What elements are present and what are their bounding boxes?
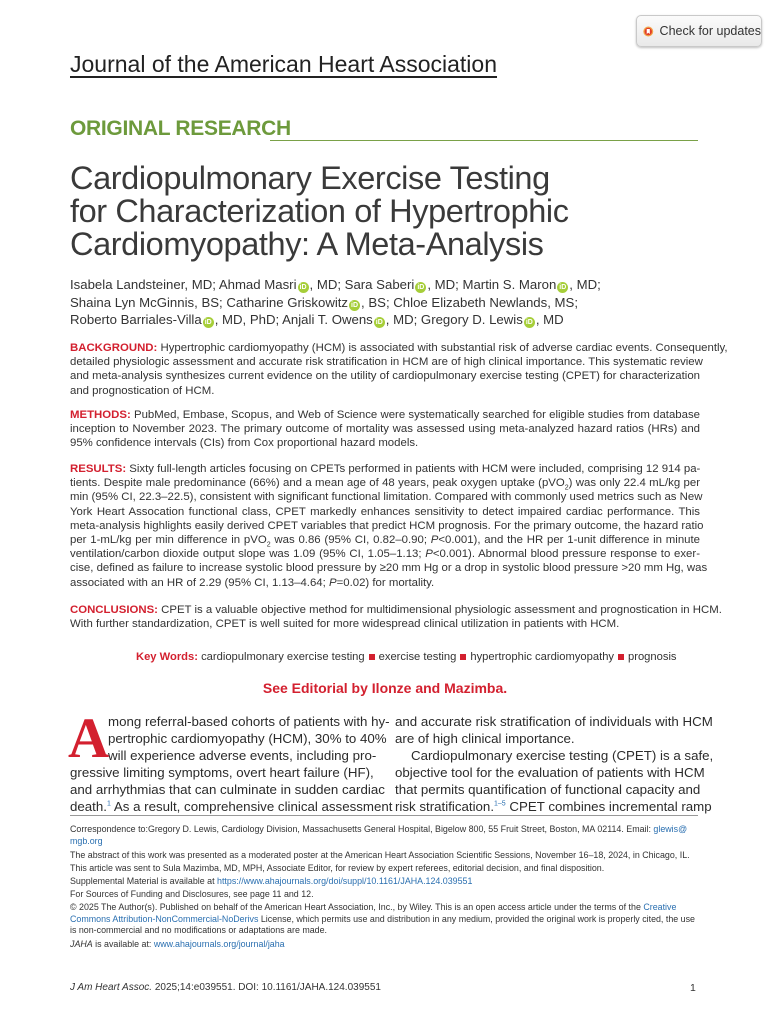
correspondence-note: Correspondence to:Gregory D. Lewis, Cardiology Division, Massachusetts General Hospital, Bigelow 800, 55 Fruit Street, Boston, MA 02114. Email: glewis@ mgb.org (70, 824, 700, 847)
funding-note: For Sources of Funding and Disclosures, see page 11 and 12. (70, 889, 314, 899)
background-heading: BACKGROUND: (70, 342, 158, 354)
bullet-square-icon (460, 654, 466, 660)
page-number: 1 (690, 982, 696, 994)
title-line: Cardiomyopathy: A Meta-Analysis (70, 226, 544, 262)
author-line: Isabela Landsteiner, MD; Ahmad Masri iD , MD; Sara Saberi iD , MD; Martin S. Maron iD , MD; (70, 277, 601, 292)
section-rule (270, 140, 698, 141)
bookmark-badge-icon (643, 23, 654, 40)
author-line: Roberto Barriales-Villa iD , MD, PhD; Anjali T. Owens iD , MD; Gregory D. Lewis iD , MD (70, 312, 564, 328)
bullet-square-icon (618, 654, 624, 660)
results-heading: RESULTS: (70, 463, 127, 475)
author-list (70, 276, 730, 329)
abstract-presentation-note: The abstract of this work was presented as a moderated poster at the American Heart Association Scientific Sessions, November 16–18, 2024, in Chicago, IL. (70, 850, 690, 860)
keyword: exercise testing (378, 651, 457, 663)
methods-heading: METHODS: (70, 409, 131, 421)
reference-link[interactable]: 1 (106, 800, 111, 808)
orcid-icon[interactable]: iD (525, 319, 533, 327)
journal-name[interactable]: Journal of the American Heart Association (70, 51, 498, 77)
author-line: Shaina Lyn McGinnis, BS; Catharine Griskowitz iD , BS; Chloe Elizabeth Newlands, MS; (70, 294, 578, 310)
email-link[interactable]: mgb.org (70, 835, 103, 846)
orcid-icon[interactable]: iD (417, 284, 425, 291)
keyword: hypertrophic cardiomyopathy (470, 651, 615, 663)
title-line: Cardiopulmonary Exercise Testing (70, 160, 550, 196)
body-left-column-top: mong referral-based cohorts of patients with hy- pertrophic cardiomyopathy (HCM), 30% to 40% (108, 714, 390, 746)
orcid-icon[interactable]: iD (351, 301, 359, 309)
keyword: cardiopulmonary exercise testing (201, 651, 365, 663)
drop-cap: A (68, 707, 110, 770)
abstract-background: BACKGROUND: Hypertrophic cardiomyopathy (HCM) is associated with substantial risk of adverse cardiac events. Consequently, detailed physiologic assessment and accurate risk stratification in HCM are of high clinical importance. This systematic review and meta-analysis synthesizes current evidence on the utility of cardiopulmonary exercise testing (CPET) for characterization and prognostication of HCM. (70, 342, 728, 397)
orcid-icon[interactable]: iD (204, 319, 212, 327)
citation-footer: J Am Heart Assoc. 2025;14:e039551. DOI: 10.1161/JAHA.124.039551 (70, 982, 381, 993)
supplemental-link[interactable]: https://www.ahajournals.org/doi/suppl/10.1161/JAHA.124.039551 (217, 876, 473, 886)
check-for-updates-label: Check for updates (659, 24, 761, 38)
bullet-square-icon (369, 654, 375, 660)
journal-link[interactable]: www.ahajournals.org/journal/jaha (153, 939, 285, 949)
email-link[interactable]: glewis@ (653, 824, 688, 834)
keywords (136, 651, 677, 663)
review-note: This article was sent to Sula Mazimba, MD, MPH, Associate Editor, for review by expert referees, editorial decision, and final disposition. (70, 863, 605, 873)
license-note: © 2025 The Author(s). Published on behalf of the American Heart Association, Inc., by Wiley. This is an open access article under the terms of the Creative Commons Attribution-NonCommercial-NoDerivs License, which permits use and distribution in any medium, provided the original work is properly cited, the use is non-commercial and no modifications or adaptations are made. (70, 902, 695, 935)
section-label: ORIGINAL RESEARCH (70, 117, 291, 140)
editorial-link[interactable]: See Editorial by Ilonze and Mazimba. (262, 680, 508, 696)
license-link[interactable]: Creative (643, 902, 677, 912)
check-for-updates-button[interactable] (636, 15, 762, 47)
body-left-column: will experience adverse events, including pro- gressive limiting symptoms, overt heart failure (HF), and arrhythmias that can culminate in sudden cardiac death.$^1$ As a result, comprehensive clinical assessment (70, 748, 393, 814)
abstract-results: RESULTS: Sixty full-length articles focusing on CPETs performed in patients with HCM were included, comprising 12 914 pa- tients. Despite male predominance (66%) and a mean age of 48 years, peak oxygen uptake (pVO$_2$) was only 22.4 mL/kg per min (95% CI, 22.3–22.5), consistent with significant functional limitation. Compared with commonly used metrics such as New York Heart Assocation functional class, CPET markedly enhances sensitivity to detect impaired cardiac performance. This meta-analysis highlights easily derived CPET variables that predict HCM prognosis. For the primary outcome, the hazard ratio per 1-mL/kg per min difference in pVO$_2$ was 0.86 (95% CI, 0.82–0.90; P<0.001), and the HR per 1-unit difference in minute ventilation/carbon dioxide output slope was 1.09 (95% CI, 1.05–1.13; P<0.001). Abnormal blood pressure response to exer- cise, defined as failure to increase systolic blood pressure by ≥20 mm Hg or a drop in systolic blood pressure >20 mm Hg, was associated with an HR of 2.29 (95% CI, 1.13–4.64; P=0.02) for mortality. (70, 463, 708, 589)
title-line: for Characterization of Hypertrophic (70, 193, 569, 229)
orcid-icon[interactable]: iD (299, 284, 307, 291)
keywords-label: Key Words: (136, 651, 198, 663)
abstract-methods: METHODS: PubMed, Embase, Scopus, and Web of Science were systematically searched for eligible studies from database inception to November 2023. The primary outcome of mortality was assessed using meta-analyzed hazard ratios (HRs) and 95% confidence intervals (CIs) from Cox proportional hazard models. (70, 409, 700, 450)
orcid-icon[interactable]: iD (559, 284, 567, 291)
keyword: prognosis (628, 651, 677, 663)
footnote-rule (70, 815, 698, 816)
supplemental-note: Supplemental Material is available at https://www.ahajournals.org/doi/suppl/10.1161/JAHA.124.039551 (70, 876, 473, 886)
orcid-icon[interactable]: iD (375, 319, 383, 327)
license-link[interactable]: Commons Attribution-NonCommercial-NoDerivs (70, 913, 259, 924)
reference-link[interactable]: 1–5 (494, 800, 506, 808)
availability-note: JAHA is available at: www.ahajournals.org/journal/jaha (70, 939, 285, 949)
abstract-conclusions: CONCLUSIONS: CPET is a valuable objective method for multidimensional physiologic assessment and prognostication in HCM. With further standardization, CPET is well suited for more widespread clinical utilization in patients with HCM. (70, 604, 722, 631)
article-title (70, 162, 710, 261)
body-right-column: and accurate risk stratification of individuals with HCM are of high clinical importance. Cardiopulmonary exercise testing (CPET) is a safe, objective tool for the evaluation of patients with HCM that permits quantification of functional capacity and risk stratification.$^{1-5}$ CPET combines incremental ramp (395, 714, 714, 814)
conclusions-heading: CONCLUSIONS: (70, 604, 158, 616)
